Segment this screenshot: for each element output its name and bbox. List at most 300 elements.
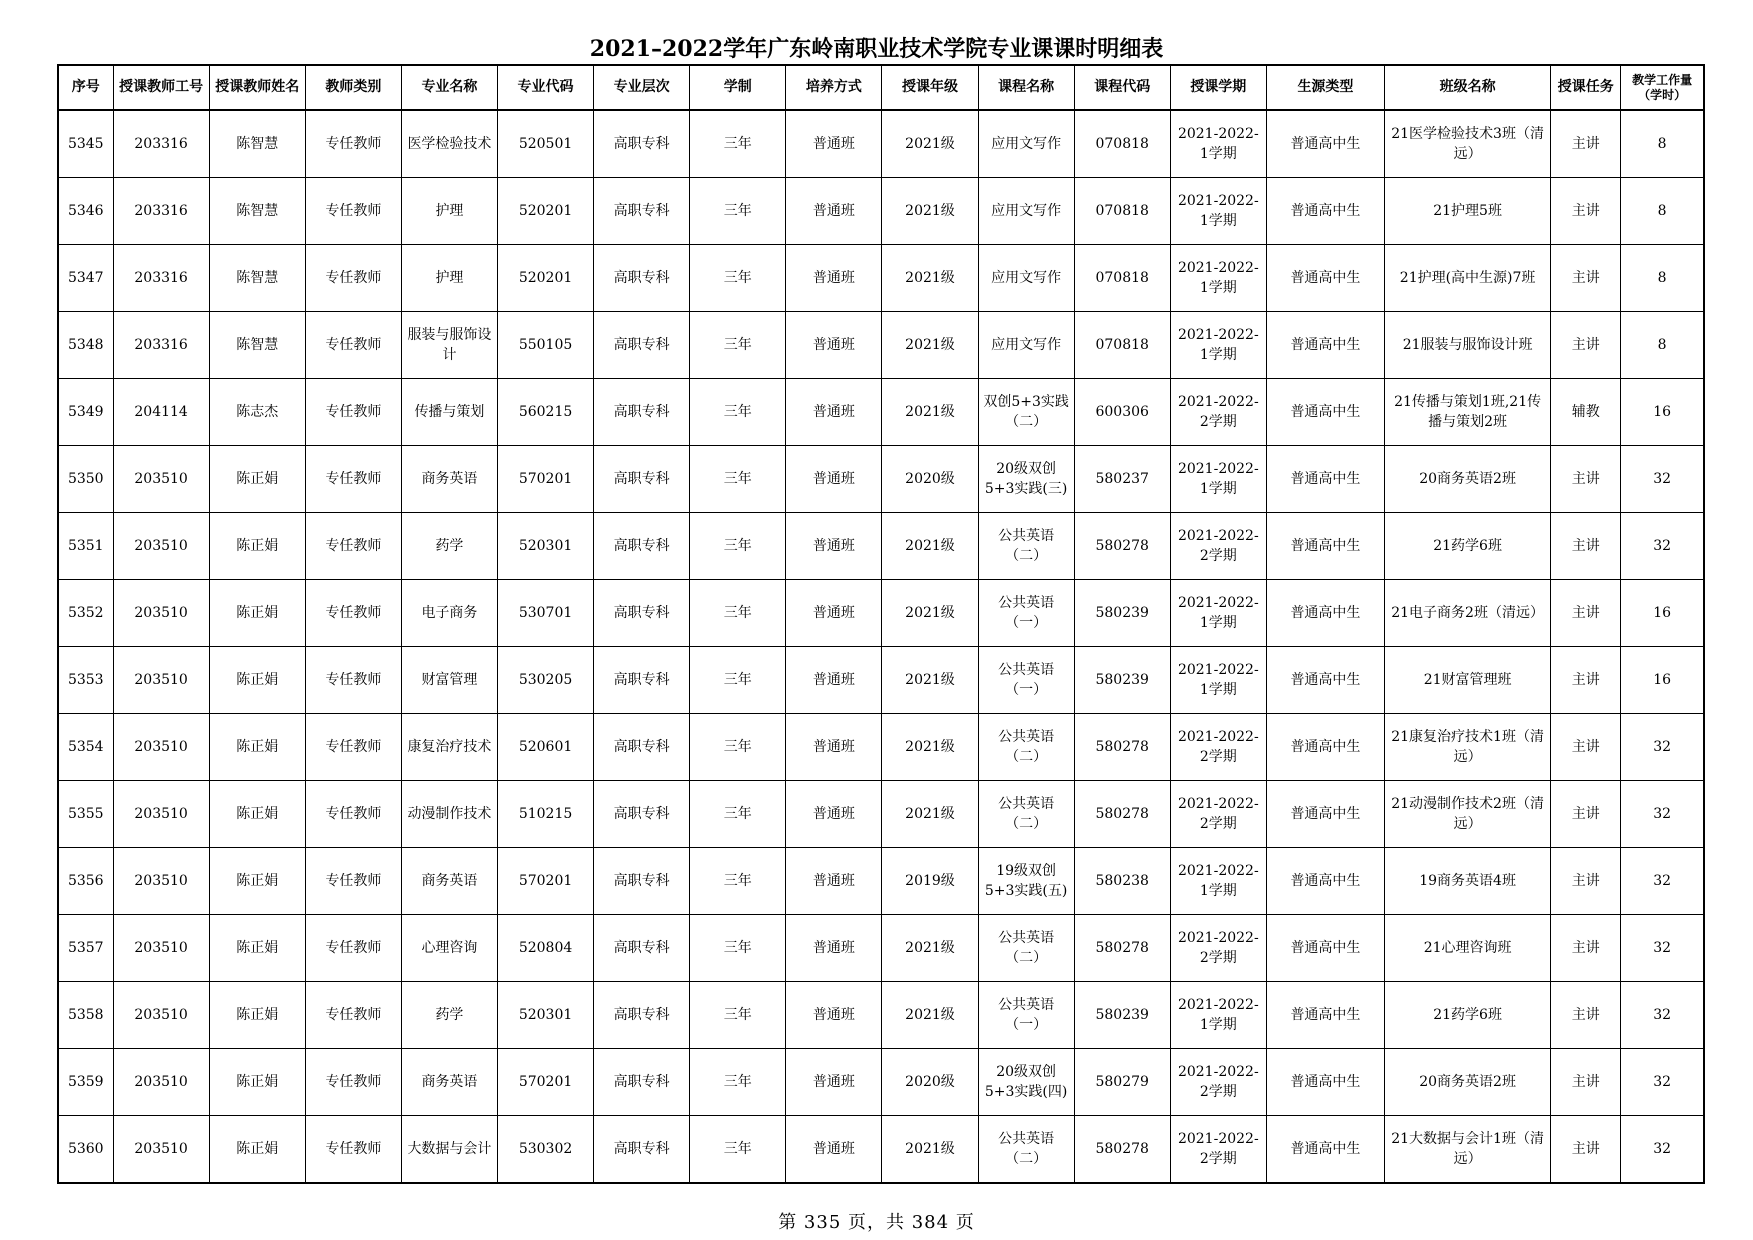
table-cell: 570201 — [498, 848, 594, 915]
table-row — [58, 245, 1704, 312]
table-cell: 普通班 — [786, 178, 882, 245]
table-cell: 203316 — [113, 110, 209, 178]
table-cell: 21服装与服饰设计班 — [1385, 312, 1551, 379]
table-cell: 康复治疗技术 — [401, 714, 497, 781]
table-cell: 5354 — [58, 714, 113, 781]
table-row — [58, 1116, 1704, 1184]
table-cell: 陈正娟 — [209, 647, 305, 714]
table-cell: 2021-2022-1学期 — [1170, 110, 1266, 178]
table-cell: 服装与服饰设计 — [401, 312, 497, 379]
table-cell: 21心理咨询班 — [1385, 915, 1551, 982]
table-cell: 陈正娟 — [209, 580, 305, 647]
table-cell: 5355 — [58, 781, 113, 848]
table-cell: 580238 — [1074, 848, 1170, 915]
table-cell: 普通高中生 — [1266, 312, 1384, 379]
table-cell: 21动漫制作技术2班（清远） — [1385, 781, 1551, 848]
column-header: 授课年级 — [882, 65, 978, 110]
table-cell: 2021级 — [882, 647, 978, 714]
table-cell: 2020级 — [882, 446, 978, 513]
table-cell: 普通高中生 — [1266, 379, 1384, 446]
table-cell: 商务英语 — [401, 446, 497, 513]
table-cell: 三年 — [690, 915, 786, 982]
table-cell: 应用文写作 — [978, 178, 1074, 245]
table-cell: 普通班 — [786, 1049, 882, 1116]
table-cell: 陈智慧 — [209, 312, 305, 379]
table-cell: 21医学检验技术3班（清远） — [1385, 110, 1551, 178]
table-cell: 32 — [1621, 848, 1704, 915]
table-cell: 520501 — [498, 110, 594, 178]
table-cell: 560215 — [498, 379, 594, 446]
table-cell: 专任教师 — [305, 848, 401, 915]
table-cell: 药学 — [401, 513, 497, 580]
table-cell: 陈正娟 — [209, 714, 305, 781]
table-row — [58, 580, 1704, 647]
table-cell: 8 — [1621, 178, 1704, 245]
table-cell: 203510 — [113, 580, 209, 647]
table-cell: 21药学6班 — [1385, 513, 1551, 580]
table-cell: 580278 — [1074, 781, 1170, 848]
table-cell: 三年 — [690, 446, 786, 513]
table-cell: 主讲 — [1551, 312, 1621, 379]
table-cell: 2021-2022-1学期 — [1170, 312, 1266, 379]
table-cell: 32 — [1621, 714, 1704, 781]
table-cell: 普通高中生 — [1266, 647, 1384, 714]
table-cell: 专任教师 — [305, 714, 401, 781]
column-header: 授课教师姓名 — [209, 65, 305, 110]
table-cell: 580239 — [1074, 982, 1170, 1049]
column-header: 课程代码 — [1074, 65, 1170, 110]
table-cell: 高职专科 — [594, 312, 690, 379]
table-cell: 普通高中生 — [1266, 915, 1384, 982]
table-cell: 辅教 — [1551, 379, 1621, 446]
table-cell: 陈志杰 — [209, 379, 305, 446]
table-cell: 2021级 — [882, 245, 978, 312]
table-cell: 520601 — [498, 714, 594, 781]
table-cell: 5350 — [58, 446, 113, 513]
table-cell: 三年 — [690, 1049, 786, 1116]
table-cell: 普通班 — [786, 580, 882, 647]
table-cell: 应用文写作 — [978, 245, 1074, 312]
table-cell: 203510 — [113, 1049, 209, 1116]
table-cell: 32 — [1621, 1049, 1704, 1116]
table-cell: 203316 — [113, 178, 209, 245]
table-cell: 21护理(高中生源)7班 — [1385, 245, 1551, 312]
table-row — [58, 312, 1704, 379]
table-cell: 2021级 — [882, 580, 978, 647]
table-cell: 5346 — [58, 178, 113, 245]
column-header: 课程名称 — [978, 65, 1074, 110]
table-cell: 2021级 — [882, 1116, 978, 1184]
table-cell: 5359 — [58, 1049, 113, 1116]
table-cell: 5352 — [58, 580, 113, 647]
table-cell: 5348 — [58, 312, 113, 379]
table-cell: 商务英语 — [401, 1049, 497, 1116]
column-header: 授课学期 — [1170, 65, 1266, 110]
table-row — [58, 848, 1704, 915]
table-cell: 三年 — [690, 647, 786, 714]
table-row — [58, 714, 1704, 781]
table-cell: 21大数据与会计1班（清远） — [1385, 1116, 1551, 1184]
table-cell: 药学 — [401, 982, 497, 1049]
table-cell: 580237 — [1074, 446, 1170, 513]
table-cell: 2021级 — [882, 312, 978, 379]
table-cell: 心理咨询 — [401, 915, 497, 982]
table-cell: 普通班 — [786, 915, 882, 982]
column-header: 授课任务 — [1551, 65, 1621, 110]
table-cell: 580278 — [1074, 915, 1170, 982]
table-cell: 21康复治疗技术1班（清远） — [1385, 714, 1551, 781]
table-cell: 专任教师 — [305, 245, 401, 312]
table-cell: 高职专科 — [594, 1049, 690, 1116]
table-cell: 2021-2022-2学期 — [1170, 513, 1266, 580]
table-cell: 2021级 — [882, 110, 978, 178]
table-cell: 普通高中生 — [1266, 714, 1384, 781]
table-cell: 三年 — [690, 379, 786, 446]
table-cell: 2020级 — [882, 1049, 978, 1116]
table-cell: 070818 — [1074, 312, 1170, 379]
table-cell: 护理 — [401, 245, 497, 312]
table-cell: 主讲 — [1551, 915, 1621, 982]
table-cell: 普通高中生 — [1266, 1116, 1384, 1184]
table-cell: 5345 — [58, 110, 113, 178]
table-cell: 普通班 — [786, 312, 882, 379]
table-cell: 电子商务 — [401, 580, 497, 647]
table-cell: 5356 — [58, 848, 113, 915]
table-cell: 普通高中生 — [1266, 781, 1384, 848]
table-cell: 580239 — [1074, 647, 1170, 714]
table-cell: 2021-2022-2学期 — [1170, 714, 1266, 781]
table-cell: 32 — [1621, 446, 1704, 513]
column-header: 序号 — [58, 65, 113, 110]
table-cell: 580239 — [1074, 580, 1170, 647]
table-cell: 普通班 — [786, 848, 882, 915]
table-cell: 19级双创5+3实践(五) — [978, 848, 1074, 915]
table-cell: 专任教师 — [305, 982, 401, 1049]
table-cell: 580279 — [1074, 1049, 1170, 1116]
table-header-row — [58, 65, 1704, 110]
table-cell: 主讲 — [1551, 1116, 1621, 1184]
table-cell: 32 — [1621, 915, 1704, 982]
table-cell: 陈正娟 — [209, 915, 305, 982]
table-cell: 203510 — [113, 714, 209, 781]
table-row — [58, 781, 1704, 848]
table-cell: 2021-2022-2学期 — [1170, 379, 1266, 446]
table-cell: 主讲 — [1551, 848, 1621, 915]
table-cell: 公共英语（二） — [978, 781, 1074, 848]
table-cell: 陈正娟 — [209, 1116, 305, 1184]
table-cell: 主讲 — [1551, 245, 1621, 312]
table-cell: 203316 — [113, 312, 209, 379]
page-title: 2021–2022学年广东岭南职业技术学院专业课课时明细表 — [589, 36, 1164, 62]
table-cell: 三年 — [690, 848, 786, 915]
table-row — [58, 915, 1704, 982]
table-cell: 530205 — [498, 647, 594, 714]
table-cell: 2021级 — [882, 714, 978, 781]
table-cell: 高职专科 — [594, 580, 690, 647]
table-cell: 双创5+3实践（二） — [978, 379, 1074, 446]
table-cell: 5349 — [58, 379, 113, 446]
table-cell: 专任教师 — [305, 580, 401, 647]
column-header: 培养方式 — [786, 65, 882, 110]
table-cell: 陈正娟 — [209, 1049, 305, 1116]
table-cell: 专任教师 — [305, 1116, 401, 1184]
table-cell: 专任教师 — [305, 781, 401, 848]
column-header: 专业代码 — [498, 65, 594, 110]
table-cell: 20级双创5+3实践(三) — [978, 446, 1074, 513]
table-cell: 530302 — [498, 1116, 594, 1184]
table-cell: 三年 — [690, 245, 786, 312]
table-cell: 203510 — [113, 915, 209, 982]
table-cell: 陈正娟 — [209, 446, 305, 513]
table-cell: 专任教师 — [305, 446, 401, 513]
table-cell: 203510 — [113, 1116, 209, 1184]
table-cell: 普通班 — [786, 245, 882, 312]
table-cell: 20商务英语2班 — [1385, 446, 1551, 513]
table-cell: 2021-2022-1学期 — [1170, 848, 1266, 915]
table-cell: 510215 — [498, 781, 594, 848]
table-cell: 公共英语（二） — [978, 714, 1074, 781]
table-cell: 8 — [1621, 312, 1704, 379]
table-cell: 21药学6班 — [1385, 982, 1551, 1049]
table-cell: 普通高中生 — [1266, 446, 1384, 513]
table-cell: 580278 — [1074, 1116, 1170, 1184]
table-cell: 三年 — [690, 110, 786, 178]
table-cell: 070818 — [1074, 110, 1170, 178]
table-body — [58, 110, 1704, 1183]
column-header: 教学工作量（学时） — [1621, 65, 1704, 110]
table-cell: 203510 — [113, 848, 209, 915]
table-cell: 公共英语（一） — [978, 580, 1074, 647]
table-cell: 2021-2022-1学期 — [1170, 178, 1266, 245]
table-cell: 医学检验技术 — [401, 110, 497, 178]
table-cell: 2021-2022-2学期 — [1170, 1049, 1266, 1116]
table-cell: 普通高中生 — [1266, 513, 1384, 580]
table-cell: 204114 — [113, 379, 209, 446]
table-cell: 20级双创5+3实践(四) — [978, 1049, 1074, 1116]
table-cell: 主讲 — [1551, 178, 1621, 245]
table-row — [58, 110, 1704, 178]
table-cell: 32 — [1621, 781, 1704, 848]
table-cell: 普通高中生 — [1266, 982, 1384, 1049]
table-cell: 203510 — [113, 513, 209, 580]
table-cell: 16 — [1621, 647, 1704, 714]
table-cell: 公共英语（二） — [978, 915, 1074, 982]
table-cell: 高职专科 — [594, 915, 690, 982]
table-cell: 陈正娟 — [209, 513, 305, 580]
table-cell: 203510 — [113, 781, 209, 848]
table-cell: 520804 — [498, 915, 594, 982]
table-cell: 5353 — [58, 647, 113, 714]
table-cell: 8 — [1621, 110, 1704, 178]
table-cell: 203510 — [113, 446, 209, 513]
table-cell: 普通高中生 — [1266, 178, 1384, 245]
table-cell: 高职专科 — [594, 1116, 690, 1184]
table-cell: 普通班 — [786, 446, 882, 513]
table-cell: 070818 — [1074, 178, 1170, 245]
table-cell: 普通高中生 — [1266, 580, 1384, 647]
table-cell: 2021级 — [882, 781, 978, 848]
table-cell: 32 — [1621, 982, 1704, 1049]
table-cell: 570201 — [498, 446, 594, 513]
table-cell: 550105 — [498, 312, 594, 379]
table-cell: 20商务英语2班 — [1385, 1049, 1551, 1116]
table-cell: 陈智慧 — [209, 110, 305, 178]
table-cell: 2021-2022-1学期 — [1170, 446, 1266, 513]
column-header: 专业名称 — [401, 65, 497, 110]
table-cell: 专任教师 — [305, 915, 401, 982]
table-cell: 专任教师 — [305, 312, 401, 379]
table-cell: 高职专科 — [594, 110, 690, 178]
table-cell: 2021级 — [882, 513, 978, 580]
table-cell: 203510 — [113, 647, 209, 714]
table-cell: 专任教师 — [305, 110, 401, 178]
table-cell: 三年 — [690, 781, 786, 848]
table-cell: 公共英语（一） — [978, 982, 1074, 1049]
table-cell: 2021-2022-2学期 — [1170, 1116, 1266, 1184]
table-cell: 高职专科 — [594, 446, 690, 513]
table-cell: 高职专科 — [594, 848, 690, 915]
table-cell: 2021级 — [882, 178, 978, 245]
table-cell: 高职专科 — [594, 781, 690, 848]
column-header: 生源类型 — [1266, 65, 1384, 110]
table-cell: 2021-2022-2学期 — [1170, 781, 1266, 848]
table-cell: 三年 — [690, 312, 786, 379]
table-cell: 高职专科 — [594, 513, 690, 580]
column-header: 学制 — [690, 65, 786, 110]
table-cell: 2021级 — [882, 915, 978, 982]
table-cell: 32 — [1621, 1116, 1704, 1184]
table-cell: 陈正娟 — [209, 982, 305, 1049]
table-cell: 应用文写作 — [978, 312, 1074, 379]
table-cell: 专任教师 — [305, 1049, 401, 1116]
table-cell: 三年 — [690, 1116, 786, 1184]
table-cell: 32 — [1621, 513, 1704, 580]
table-row — [58, 982, 1704, 1049]
table-cell: 2021-2022-1学期 — [1170, 982, 1266, 1049]
table-cell: 公共英语（二） — [978, 513, 1074, 580]
table-cell: 2021-2022-2学期 — [1170, 915, 1266, 982]
table-row — [58, 647, 1704, 714]
table-cell: 8 — [1621, 245, 1704, 312]
table-cell: 5347 — [58, 245, 113, 312]
table-cell: 财富管理 — [401, 647, 497, 714]
table-cell: 5360 — [58, 1116, 113, 1184]
table-cell: 5358 — [58, 982, 113, 1049]
table-cell: 普通班 — [786, 714, 882, 781]
column-header: 专业层次 — [594, 65, 690, 110]
table-cell: 520301 — [498, 513, 594, 580]
table-cell: 2021-2022-1学期 — [1170, 647, 1266, 714]
table-cell: 主讲 — [1551, 513, 1621, 580]
table-cell: 专任教师 — [305, 513, 401, 580]
table-cell: 普通班 — [786, 379, 882, 446]
table-cell: 530701 — [498, 580, 594, 647]
table-cell: 5357 — [58, 915, 113, 982]
table-row — [58, 178, 1704, 245]
table-cell: 普通班 — [786, 647, 882, 714]
table-cell: 动漫制作技术 — [401, 781, 497, 848]
table-row — [58, 446, 1704, 513]
table-cell: 600306 — [1074, 379, 1170, 446]
table-cell: 三年 — [690, 580, 786, 647]
table-row — [58, 513, 1704, 580]
table-cell: 陈智慧 — [209, 178, 305, 245]
table-cell: 主讲 — [1551, 982, 1621, 1049]
table-cell: 主讲 — [1551, 1049, 1621, 1116]
table-cell: 21财富管理班 — [1385, 647, 1551, 714]
table-row — [58, 1049, 1704, 1116]
table-cell: 公共英语（二） — [978, 1116, 1074, 1184]
table-cell: 2021-2022-1学期 — [1170, 580, 1266, 647]
table-cell: 高职专科 — [594, 178, 690, 245]
table-cell: 传播与策划 — [401, 379, 497, 446]
table-cell: 陈正娟 — [209, 781, 305, 848]
column-header: 班级名称 — [1385, 65, 1551, 110]
table-cell: 16 — [1621, 379, 1704, 446]
table-cell: 公共英语（一） — [978, 647, 1074, 714]
table-cell: 2021级 — [882, 379, 978, 446]
table-cell: 高职专科 — [594, 379, 690, 446]
table-cell: 520201 — [498, 245, 594, 312]
table-cell: 580278 — [1074, 714, 1170, 781]
table-cell: 普通班 — [786, 982, 882, 1049]
table-cell: 高职专科 — [594, 714, 690, 781]
table-cell: 570201 — [498, 1049, 594, 1116]
table-cell: 2019级 — [882, 848, 978, 915]
table-cell: 19商务英语4班 — [1385, 848, 1551, 915]
table-cell: 520201 — [498, 178, 594, 245]
table-cell: 主讲 — [1551, 647, 1621, 714]
column-header: 教师类别 — [305, 65, 401, 110]
page-footer: 第 335 页，共 384 页 — [778, 1212, 975, 1233]
table-cell: 三年 — [690, 982, 786, 1049]
course-hours-table — [57, 64, 1705, 1184]
table-cell: 普通高中生 — [1266, 1049, 1384, 1116]
table-cell: 21电子商务2班（清远） — [1385, 580, 1551, 647]
table-cell: 21传播与策划1班,21传播与策划2班 — [1385, 379, 1551, 446]
table-cell: 陈智慧 — [209, 245, 305, 312]
table-cell: 普通班 — [786, 513, 882, 580]
table-row — [58, 379, 1704, 446]
table-cell: 16 — [1621, 580, 1704, 647]
table-cell: 普通班 — [786, 781, 882, 848]
table-cell: 2021-2022-1学期 — [1170, 245, 1266, 312]
table-cell: 专任教师 — [305, 178, 401, 245]
table-cell: 高职专科 — [594, 245, 690, 312]
table-cell: 普通高中生 — [1266, 848, 1384, 915]
table-cell: 主讲 — [1551, 110, 1621, 178]
table-cell: 203510 — [113, 982, 209, 1049]
table-cell: 专任教师 — [305, 647, 401, 714]
table-cell: 203316 — [113, 245, 209, 312]
table-cell: 070818 — [1074, 245, 1170, 312]
table-cell: 高职专科 — [594, 982, 690, 1049]
table-cell: 主讲 — [1551, 714, 1621, 781]
table-cell: 大数据与会计 — [401, 1116, 497, 1184]
table-cell: 580278 — [1074, 513, 1170, 580]
table-cell: 普通高中生 — [1266, 245, 1384, 312]
table-cell: 普通班 — [786, 110, 882, 178]
table-cell: 专任教师 — [305, 379, 401, 446]
table-cell: 应用文写作 — [978, 110, 1074, 178]
table-cell: 普通班 — [786, 1116, 882, 1184]
table-cell: 2021级 — [882, 982, 978, 1049]
table-cell: 主讲 — [1551, 580, 1621, 647]
table-cell: 高职专科 — [594, 647, 690, 714]
table-cell: 主讲 — [1551, 446, 1621, 513]
table-cell: 商务英语 — [401, 848, 497, 915]
table-cell: 21护理5班 — [1385, 178, 1551, 245]
